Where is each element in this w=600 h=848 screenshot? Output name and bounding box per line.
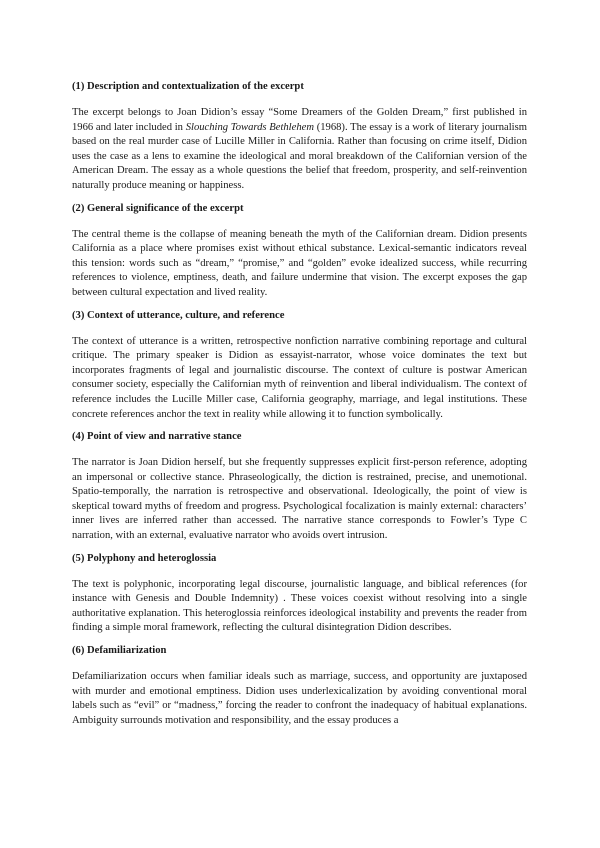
- section-heading-defamiliarization: (6) Defamiliarization: [72, 645, 167, 657]
- paragraph-text: (1968). The essay is a work of literary journalism based on the real murder case of Lucille Miller in California. Rather than focusing on crime itself, Didion uses the case as a lens to examine the ideological and moral breakdown of the Californian version of the American Dream. The essay as a whole questions the belief that freedom, prosperity, and self-reinvention naturally produce meaning or happiness.: [72, 121, 527, 191]
- section-paragraph-description: [72, 106, 527, 194]
- book-title: Slouching Towards Bethlehem: [185, 121, 314, 133]
- section-paragraph-significance: The central theme is the collapse of meaning beneath the myth of the Californian dream. Didion presents California as a place where promises exist without ethical substance. Lexical-semantic indicators reveal this tension: words such as “dream,” “promise,” and “golden” evoke idealized success, while recurring references to violence, emptiness, death, and failure undermine that vision. The excerpt exposes the gap between cultural expectation and lived reality.: [72, 228, 527, 298]
- section-heading-description: (1) Description and contextualization of the excerpt: [72, 81, 304, 92]
- document-page: [72, 80, 527, 728]
- paragraph-text: The excerpt belongs to Joan Didion’s essay “Some Dreamers of the Golden Dream,” first published in 1966 and later included in: [72, 107, 527, 133]
- section-heading-context: (3) Context of utterance, culture, and reference: [72, 309, 285, 321]
- section-heading-polyphony: (5) Polyphony and heteroglossia: [72, 552, 217, 564]
- section-paragraph-point-of-view: The narrator is Joan Didion herself, but she frequently suppresses explicit first-person reference, adopting an impersonal or collective stance. Phraseologically, the diction is restrained, precise, and unemotional. Spatio-temporally, the narration is retrospective and observational. Ideologically, the point of view is skeptical toward myths of freedom and progress. Psychological focalization is mainly external: characters’ inner lives are inferred rather than accessed. The narrative stance corresponds to Fowler’s Type C narration, with an external, evaluative narrator who avoids overt intrusion.: [72, 457, 527, 542]
- section-paragraph-defamiliarization: Defamiliarization occurs when familiar ideals such as marriage, success, and opportunity are juxtaposed with murder and emotional emptiness. Didion uses underlexicalization by avoiding conventional moral labels such as “evil” or “madness,” forcing the reader to confront the inadequacy of habitual explanations. Ambiguity surrounds motivation and responsibility, and the essay produces a: [72, 671, 527, 726]
- section-heading-point-of-view: (4) Point of view and narrative stance: [72, 431, 242, 443]
- section-heading-significance: (2) General significance of the excerpt: [72, 202, 244, 214]
- section-paragraph-polyphony: The text is polyphonic, incorporating legal discourse, journalistic language, and biblical references (for instance with Genesis and Double Indemnity) . These voices coexist without resolving into a single authoritative explanation. This heteroglossia reinforces ideological instability and prevents the reader from finding a simple moral framework, reflecting the cultural disintegration Didion describes.: [72, 578, 527, 634]
- section-paragraph-context: The context of utterance is a written, retrospective nonfiction narrative combining reportage and cultural critique. The primary speaker is Didion as essayist-narrator, whose voice dominates the text but incorporates fragments of legal and journalistic discourse. The context of culture is postwar American consumer society, especially the Californian myth of reinvention and liberal individualism. The context of reference includes the Lucille Miller case, California geography, marriage, and legal institutions. These concrete references anchor the text in reality while allowing it to function symbolically.: [72, 335, 527, 420]
